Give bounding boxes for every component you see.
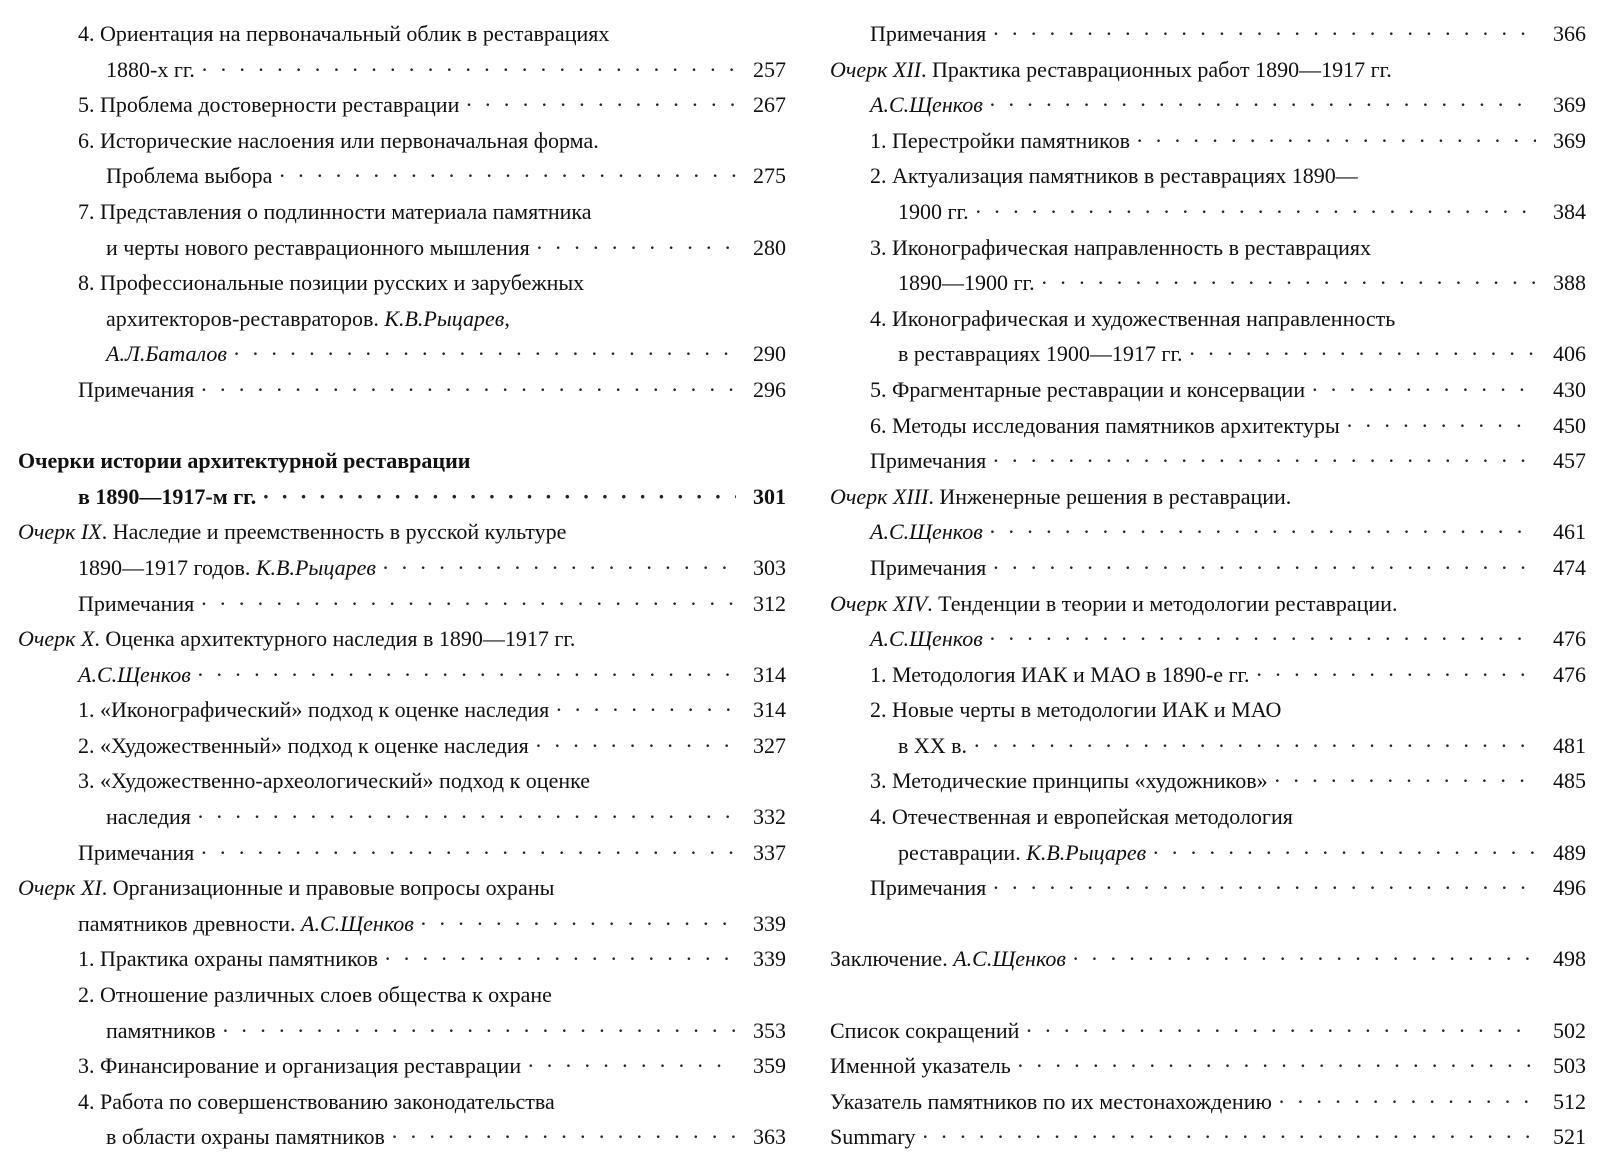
toc-entry-text [78,550,376,586]
dot-leader [992,550,1536,586]
toc-page-number: 476 [1553,626,1586,652]
toc-page-number: 461 [1553,519,1586,545]
toc-entry-title: Примечания [870,21,987,46]
toc-entry-author: А.С.Щенков [870,519,983,545]
toc-entry-title: 2. Отношение различных слоев общества к охране [78,982,552,1008]
toc-entry [18,52,786,88]
toc-entry [18,301,786,337]
toc-entry-title: 8. Профессиональные позиции русских и зарубежных [78,270,585,296]
toc-entry [830,52,1586,88]
toc-entry-title: 1880-х гг. [106,56,195,82]
toc-entry [18,372,786,408]
toc-entry-text [106,336,227,372]
toc-entry-title: Указатель памятников по их местонахождению [830,1088,1272,1114]
toc-entry-title: 3. Методические принципы «художников» [870,768,1268,794]
toc-page-number: 280 [753,234,786,260]
toc-entry-text [78,128,599,153]
toc-entry [830,1084,1586,1120]
toc-entry [830,194,1586,230]
toc-entry-text [870,443,986,479]
toc-entry [18,1013,786,1049]
toc-entry [18,1119,786,1155]
toc-entry-title: 3. Финансирование и организация реставрации [78,1053,522,1079]
dot-leader [992,443,1536,479]
toc-page-number: 512 [1553,1088,1586,1114]
toc-page-number: 337 [753,839,786,865]
toc-entry-title: 3. Иконографическая направленность в реставрациях [870,234,1371,260]
toc-entry-text [898,265,1035,301]
toc-entry-title: наследия [106,804,191,830]
toc-entry-title: 6. Методы исследования памятников архитектуры [870,412,1340,438]
toc-entry [18,906,786,942]
dot-leader [200,372,736,408]
toc-entry [830,835,1586,871]
toc-entry [830,443,1586,479]
toc-entry-text [898,835,1146,871]
toc-page-number: 257 [753,56,786,82]
toc-page-number: 476 [1553,661,1586,687]
toc-entry-text [18,448,470,473]
toc-entry-title: Примечания [870,875,987,901]
toc-entry-title: 4. Отечественная и европейская методология [870,804,1293,830]
toc-entry-title: Список сокращений [830,1017,1020,1043]
toc-entry [830,265,1586,301]
toc-entry-title: . Тенденции в теории и методологии реставрации. [927,590,1398,616]
toc-page-number: 388 [1553,270,1586,296]
toc-entry [18,621,786,657]
dot-leader [200,586,736,622]
toc-entry-author: А.С.Щенков [78,661,191,687]
toc-entry-title: . Оценка архитектурного наследия в 1890—1917 гг. [94,626,576,652]
toc-entry-text [106,1119,385,1155]
toc-entry-text [106,230,530,266]
toc-entry-title: в XX в. [898,732,968,758]
toc-entry-text [18,519,566,544]
toc-entry-text [78,21,609,46]
toc-entry [18,1048,786,1084]
toc-page-number: 406 [1553,341,1586,367]
toc-page-number: 314 [753,697,786,723]
toc-entry [18,479,786,515]
toc-entry-title: 1900 гг. [898,198,969,224]
toc-entry [18,16,786,52]
toc-page-number: 489 [1553,839,1586,865]
toc-entry [18,87,786,123]
toc-entry [18,692,786,728]
toc-entry [830,372,1586,408]
toc-entry-text [78,657,191,693]
toc-entry [18,194,786,230]
toc-entry-title: . Организационные и правовые вопросы охраны [101,875,555,901]
toc-page-number: 314 [753,661,786,687]
toc-entry [830,479,1586,515]
toc-entry [830,799,1586,835]
dot-leader [1136,123,1536,159]
toc-entry-title: архитекторов-реставраторов. [106,305,385,331]
toc-page-number: 430 [1553,376,1586,402]
toc-entry [830,123,1586,159]
dot-leader [197,799,736,835]
toc-entry-text [870,306,1395,331]
toc-entry-text [830,484,1291,509]
dot-leader [1346,408,1536,444]
toc-entry-text [870,870,986,906]
toc-entry-text [870,16,986,52]
toc-entry-title: 1. Методология ИАК и МАО в 1890-е гг. [870,661,1250,687]
toc-column-right [830,16,1586,1155]
toc-entry-author: Очерк XIV [830,590,928,616]
dot-leader [384,941,736,977]
toc-entry-text [78,692,549,728]
dot-leader [1311,372,1536,408]
toc-entry-text [830,1084,1272,1120]
toc-entry-title: Проблема выбора [106,163,273,189]
toc-entry [18,941,786,977]
toc-entry-text [78,728,529,764]
toc-entry [18,763,786,799]
dot-leader [975,194,1536,230]
toc-entry [18,586,786,622]
toc-page-number: 485 [1553,768,1586,794]
toc-entry [18,443,786,479]
toc-entry [18,265,786,301]
toc-entry-title: 4. Работа по совершенствованию законодательства [78,1088,555,1114]
toc-entry-text [870,550,986,586]
toc-entry-title: в 1890—1917-м гг. [78,483,257,509]
dot-leader [233,336,736,372]
toc-entry-text [78,906,414,942]
dot-leader [278,158,736,194]
toc-column-left [18,16,786,1155]
toc-entry-text [78,941,378,977]
toc-entry [830,550,1586,586]
toc-entry-title: Заключение. [830,946,954,972]
toc-entry-title: Примечания [78,376,195,402]
toc-entry [18,336,786,372]
toc-entry-title: Примечания [870,448,987,474]
toc-entry-text [18,626,575,651]
toc-page-number: 312 [753,590,786,616]
dot-leader [465,87,736,123]
toc-entry-text [78,87,459,123]
dot-leader [262,479,736,515]
toc-entry-title: реставрации. [898,839,1027,865]
toc-entry-text [78,982,552,1007]
toc-entry [830,230,1586,266]
toc-entry-text [78,768,590,793]
dot-leader [555,692,736,728]
dot-leader [535,728,736,764]
toc-entry-author: А.С.Щенков [301,910,414,936]
toc-entry-title: 1. «Иконографический» подход к оценке наследия [78,697,550,723]
toc-entry [830,514,1586,550]
toc-entry [18,728,786,764]
toc-entry-title: 2. Актуализация памятников в реставрациях 1890— [870,163,1358,189]
toc-entry-title: 2. Новые черты в методологии ИАК и МАО [870,697,1282,723]
dot-leader [973,728,1536,764]
toc-entry [18,799,786,835]
dot-leader [989,621,1536,657]
toc-entry-title: Именной указатель [830,1053,1011,1079]
toc-page-number: 327 [753,732,786,758]
toc-entry-text [870,804,1293,829]
toc-entry-text [78,586,194,622]
toc-entry-text [870,123,1130,159]
toc-entry-author: К.В.Рыцарев [384,305,505,331]
toc-page-number: 267 [753,92,786,118]
dot-leader [1017,1048,1536,1084]
toc-entry-title: памятников [106,1017,216,1043]
toc-page-number: 521 [1553,1124,1586,1150]
toc-entry-title: Summary [830,1124,916,1150]
toc-entry-author: К.В.Рыцарев [255,554,376,580]
toc-entry-title: . Наследие и преемственность в русской культуре [101,519,567,545]
toc-page-number: 339 [753,910,786,936]
toc-spacer [830,906,1586,942]
toc-page-number: 457 [1553,448,1586,474]
toc-entry [830,586,1586,622]
toc-entry [830,301,1586,337]
toc-entry [18,870,786,906]
toc-entry-text [78,1089,555,1114]
dot-leader [989,514,1536,550]
toc-entry-author: Очерк X [18,626,95,652]
toc-entry-title: 4. Ориентация на первоначальный облик в реставрациях [78,21,610,46]
toc-entry-author: А.Л.Баталов [106,341,227,367]
toc-entry-author: Очерк IX [18,519,102,545]
toc-entry-text [870,163,1358,188]
toc-entry-title: 3. «Художественно-археологический» подход к оценке [78,768,591,794]
toc-entry-text [18,875,554,900]
toc-entry-title: Примечания [78,590,195,616]
toc-entry-text [830,57,1392,82]
toc-page-number: 474 [1553,554,1586,580]
toc-entry [830,621,1586,657]
dot-leader [1274,763,1536,799]
toc-entry-author: К.В.Рыцарев [1026,839,1147,865]
toc-entry-author: А.С.Щенков [870,626,983,652]
toc-entry-author: А.С.Щенков [870,92,983,118]
dot-leader [536,230,736,266]
toc-entry-title: 1890—1917 годов. [78,554,256,580]
toc-page-number: 296 [753,376,786,402]
toc-page-number: 496 [1553,875,1586,901]
toc-entry [18,230,786,266]
toc-page-number: 339 [753,946,786,972]
toc-entry-title: 5. Фрагментарные реставрации и консервации [870,376,1306,402]
toc-entry [830,16,1586,52]
toc-entry [18,657,786,693]
toc-page-number: 332 [753,804,786,830]
toc-entry [18,550,786,586]
toc-entry-title: и черты нового реставрационного мышления [106,234,530,260]
toc-entry-title: 5. Проблема достоверности реставрации [78,92,460,118]
toc-page-number: 481 [1553,732,1586,758]
toc-spacer [830,977,1586,1013]
toc-entry [830,336,1586,372]
dot-leader [1041,265,1536,301]
toc-entry-text [830,1013,1019,1049]
dot-leader [197,657,736,693]
toc-entry-title: . Инженерные решения в реставрации. [928,483,1292,509]
toc-entry-title: Примечания [78,839,195,865]
toc-entry-title: . Практика реставрационных работ 1890—1917 гг. [921,56,1392,82]
dot-leader [420,906,736,942]
toc-entry [830,1013,1586,1049]
toc-entry-title: 1. Перестройки памятников [870,127,1131,153]
toc-entry-text [870,621,983,657]
toc-entry [18,977,786,1013]
toc-entry-text [870,657,1250,693]
toc-entry-author: А.С.Щенков [953,946,1066,972]
toc-entry [830,657,1586,693]
toc-entry-text [830,1048,1011,1084]
toc-entry-text [78,1048,521,1084]
dot-leader [992,870,1536,906]
dot-leader [992,16,1536,52]
toc-entry-title: в области охраны памятников [106,1124,385,1150]
toc-page-number: 450 [1553,412,1586,438]
toc-entry-text [106,1013,216,1049]
toc-entry-text [870,235,1371,260]
toc-entry-title: памятников древности. [78,910,302,936]
toc-entry [830,1048,1586,1084]
toc-entry-title: 1890—1900 гг. [898,270,1035,296]
toc-entry-text [106,52,195,88]
dot-leader [200,835,736,871]
toc-page-number: 301 [753,483,786,509]
toc-entry [830,692,1586,728]
dot-leader [222,1013,736,1049]
toc-entry-title: 1. Практика охраны памятников [78,946,379,972]
toc-page-number: 369 [1553,92,1586,118]
toc-entry [830,158,1586,194]
toc-entry-text [870,763,1268,799]
toc-entry [18,514,786,550]
toc-entry-text [830,1119,916,1155]
dot-leader [1256,657,1536,693]
toc-entry-text [78,835,194,871]
toc-spacer [18,408,786,444]
toc-entry [18,835,786,871]
toc-entry-text [78,199,592,224]
toc-entry-title: Очерки истории архитектурной реставрации [18,448,471,474]
toc-entry-text [870,372,1305,408]
toc-entry [18,158,786,194]
toc-entry-title: 4. Иконографическая и художественная направленность [870,305,1396,331]
dot-leader [1189,336,1537,372]
toc-entry-text [106,158,272,194]
dot-leader [391,1119,736,1155]
toc-page-number: 359 [753,1053,786,1079]
dot-leader [922,1119,1536,1155]
toc-entry-text [78,270,584,295]
toc-entry [830,870,1586,906]
toc-entry-title: , [504,305,510,331]
toc-page-number: 363 [753,1124,786,1150]
toc-entry [830,408,1586,444]
dot-leader [1278,1084,1536,1120]
toc-entry-title: 2. «Художественный» подход к оценке наследия [78,732,529,758]
toc-entry [18,123,786,159]
toc-entry-author: Очерк XIII [830,483,929,509]
toc-entry [830,763,1586,799]
toc-page-number: 275 [753,163,786,189]
toc-entry [830,1119,1586,1155]
toc-entry-text [870,408,1340,444]
toc-page-number: 303 [753,554,786,580]
toc-entry-text [830,941,1066,977]
toc-entry-author: Очерк XII [830,56,922,82]
toc-page-number: 290 [753,341,786,367]
toc-page-number: 366 [1553,21,1586,46]
toc-entry [830,87,1586,123]
toc-page-number: 384 [1553,198,1586,224]
toc-page-number: 502 [1553,1017,1586,1043]
toc-entry [18,1084,786,1120]
toc-entry-text [898,728,967,764]
toc-page-number: 369 [1553,127,1586,153]
toc-entry-title: Примечания [870,554,987,580]
toc-entry-text [898,336,1183,372]
toc-entry-text [830,591,1397,616]
dot-leader [1025,1013,1536,1049]
toc-entry-text [898,194,969,230]
toc-entry-title: 6. Исторические наслоения или первоначальная форма. [78,127,599,153]
toc-entry-title: в реставрациях 1900—1917 гг. [898,341,1183,367]
toc-entry-text [106,306,510,331]
dot-leader [1072,941,1536,977]
toc-entry-author: Очерк XI [18,875,102,901]
dot-leader [382,550,736,586]
toc-entry-text [870,697,1281,722]
toc-entry-text [870,87,983,123]
dot-leader [1152,835,1536,871]
toc-entry-text [870,514,983,550]
dot-leader [201,52,736,88]
dot-leader [527,1048,736,1084]
toc-entry [830,941,1586,977]
toc-entry-text [106,799,191,835]
toc-entry [830,728,1586,764]
toc-page-number: 353 [753,1017,786,1043]
toc-page-number: 498 [1553,946,1586,972]
toc-entry-text [78,372,194,408]
toc-entry-title: 7. Представления о подлинности материала памятника [78,198,592,224]
toc-page-number: 503 [1553,1053,1586,1079]
dot-leader [989,87,1536,123]
toc-entry-text [78,479,256,515]
